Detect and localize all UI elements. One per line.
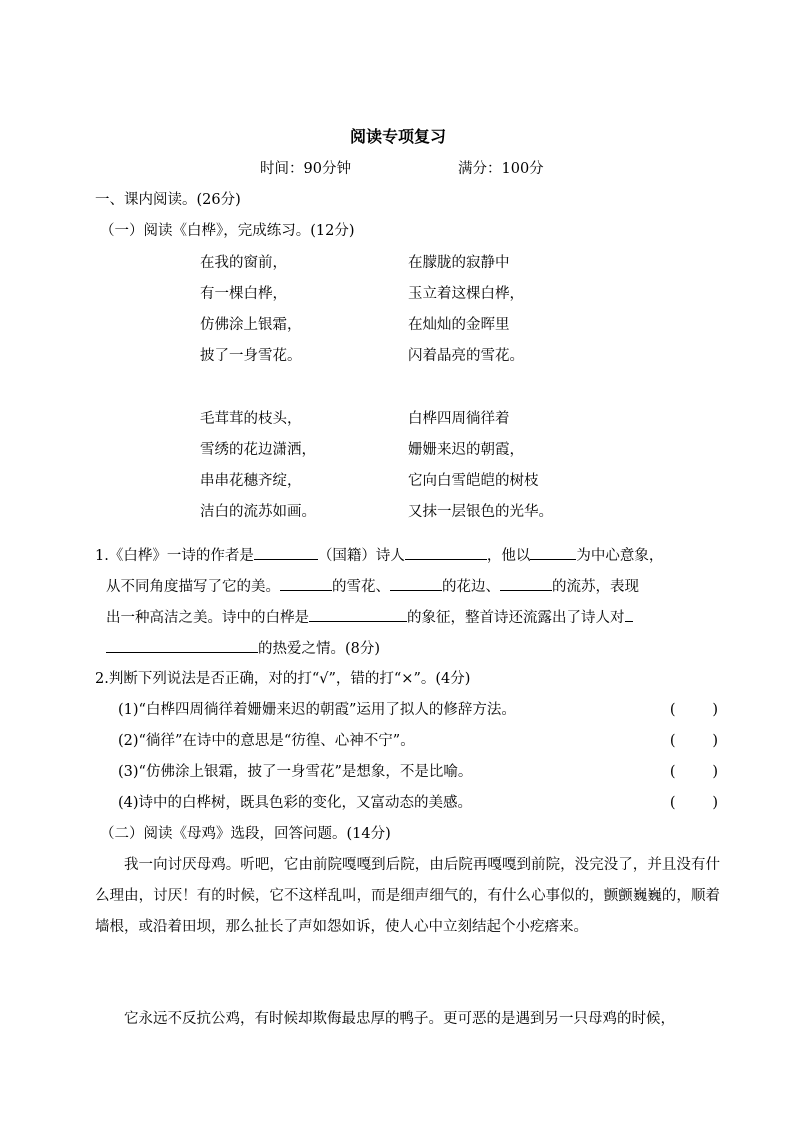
poem-line: 玉立着这棵白桦， [408, 286, 524, 302]
page-title: 阅读专项复习 [350, 127, 447, 146]
answer-blank[interactable] [280, 576, 332, 591]
poem-line: 毛茸茸的枝头， [200, 411, 302, 427]
poem-line: 姗姗来迟的朝霞， [408, 442, 524, 458]
poem-line: 它向白雪皑皑的树枝 [408, 473, 539, 489]
question-text: （国籍）诗人 [317, 548, 405, 564]
answer-parentheses[interactable]: ( ) [669, 795, 718, 811]
question-text: 的花边、 [442, 579, 500, 595]
question-1-line-3 [106, 607, 633, 628]
answer-blank[interactable] [106, 638, 258, 653]
question-text: 的象征，整首诗还流露出了诗人对 [407, 610, 625, 626]
poem-line: 披了一身雪花。 [200, 348, 302, 364]
question-text: 为中心意象， [576, 548, 664, 564]
poem-line: 在朦胧的寂静中 [408, 255, 510, 271]
question-2-heading: 2.判断下列说法是否正确，对的打“√”，错的打“×”。(4分) [95, 671, 471, 687]
poem-line: 洁白的流苏如画。 [200, 504, 316, 520]
poem-line: 雪绣的花边潇洒， [200, 442, 316, 458]
judgement-text: (1)“白桦四周徜徉着姗姗来迟的朝霞”运用了拟人的修辞方法。 [118, 702, 516, 718]
answer-blank[interactable] [254, 545, 318, 560]
question-text: 的流苏，表现 [552, 579, 639, 595]
question-1-line-2 [106, 576, 639, 597]
question-text: 从不同角度描写了它的美。 [106, 579, 280, 595]
judgement-item [118, 762, 718, 782]
answer-blank[interactable] [530, 545, 576, 560]
answer-blank[interactable] [500, 576, 552, 591]
question-text: 的雪花、 [332, 579, 390, 595]
part1-heading: （一）阅读《白桦》，完成练习。(12分) [100, 223, 355, 239]
question-text: 1.《白桦》一诗的作者是 [95, 548, 254, 564]
judgement-item [118, 793, 718, 813]
question-text: ，他以 [486, 548, 531, 564]
poem-line: 闪着晶亮的雪花。 [408, 348, 524, 364]
question-1-line-1 [95, 545, 663, 566]
answer-parentheses[interactable]: ( ) [669, 764, 718, 780]
answer-blank[interactable] [390, 576, 442, 591]
answer-parentheses[interactable]: ( ) [669, 702, 718, 718]
judgement-text: (3)“仿佛涂上银霜，披了一身雪花”是想象，不是比喻。 [118, 764, 473, 780]
section-heading: 一、课内阅读。(26分) [95, 192, 241, 208]
answer-blank[interactable] [309, 607, 407, 622]
passage-paragraph: 我一向讨厌母鸡。听吧，它由前院嘎嘎到后院，由后院再嘎嘎到前院，没完没了，并且没有什么理由，讨厌！有的时候，它不这样乱叫，而是细声细气的，有什么心事似的，颤颤巍巍的，顺着墙根，或沿着田坝，那么扯长了声如怨如诉，使人心中立刻结起个小疙瘩来。 [95, 857, 720, 935]
answer-blank[interactable] [625, 607, 633, 622]
question-text: 出一种高洁之美。诗中的白桦是 [106, 610, 309, 626]
exam-time: 时间：90分钟 [260, 161, 351, 177]
passage-paragraph: 它永远不反抗公鸡，有时候却欺侮最忠厚的鸭子。更可恶的是遇到另一只母鸡的时候， [124, 1011, 675, 1027]
part2-heading: （二）阅读《母鸡》选段，回答问题。(14分) [100, 826, 391, 842]
judgement-text: (2)“徜徉”在诗中的意思是“彷徨、心神不宁”。 [118, 733, 415, 749]
question-1-line-4 [106, 638, 380, 659]
judgement-text: (4)诗中的白桦树，既具色彩的变化，又富动态的美感。 [118, 795, 473, 811]
poem-line: 又抹一层银色的光华。 [408, 504, 553, 520]
poem-line: 在灿灿的金晖里 [408, 317, 510, 333]
judgement-item [118, 700, 718, 720]
answer-parentheses[interactable]: ( ) [669, 733, 718, 749]
question-text: 的热爱之情。(8分) [258, 641, 381, 657]
poem-line: 白桦四周徜徉着 [408, 411, 510, 427]
poem-line: 有一棵白桦， [200, 286, 287, 302]
answer-blank[interactable] [405, 545, 487, 560]
exam-score: 满分：100分 [458, 161, 544, 177]
poem-line: 串串花穗齐绽， [200, 473, 302, 489]
judgement-item [118, 731, 718, 751]
poem-line: 仿佛涂上银霜， [200, 317, 302, 333]
poem-line: 在我的窗前， [200, 255, 287, 271]
